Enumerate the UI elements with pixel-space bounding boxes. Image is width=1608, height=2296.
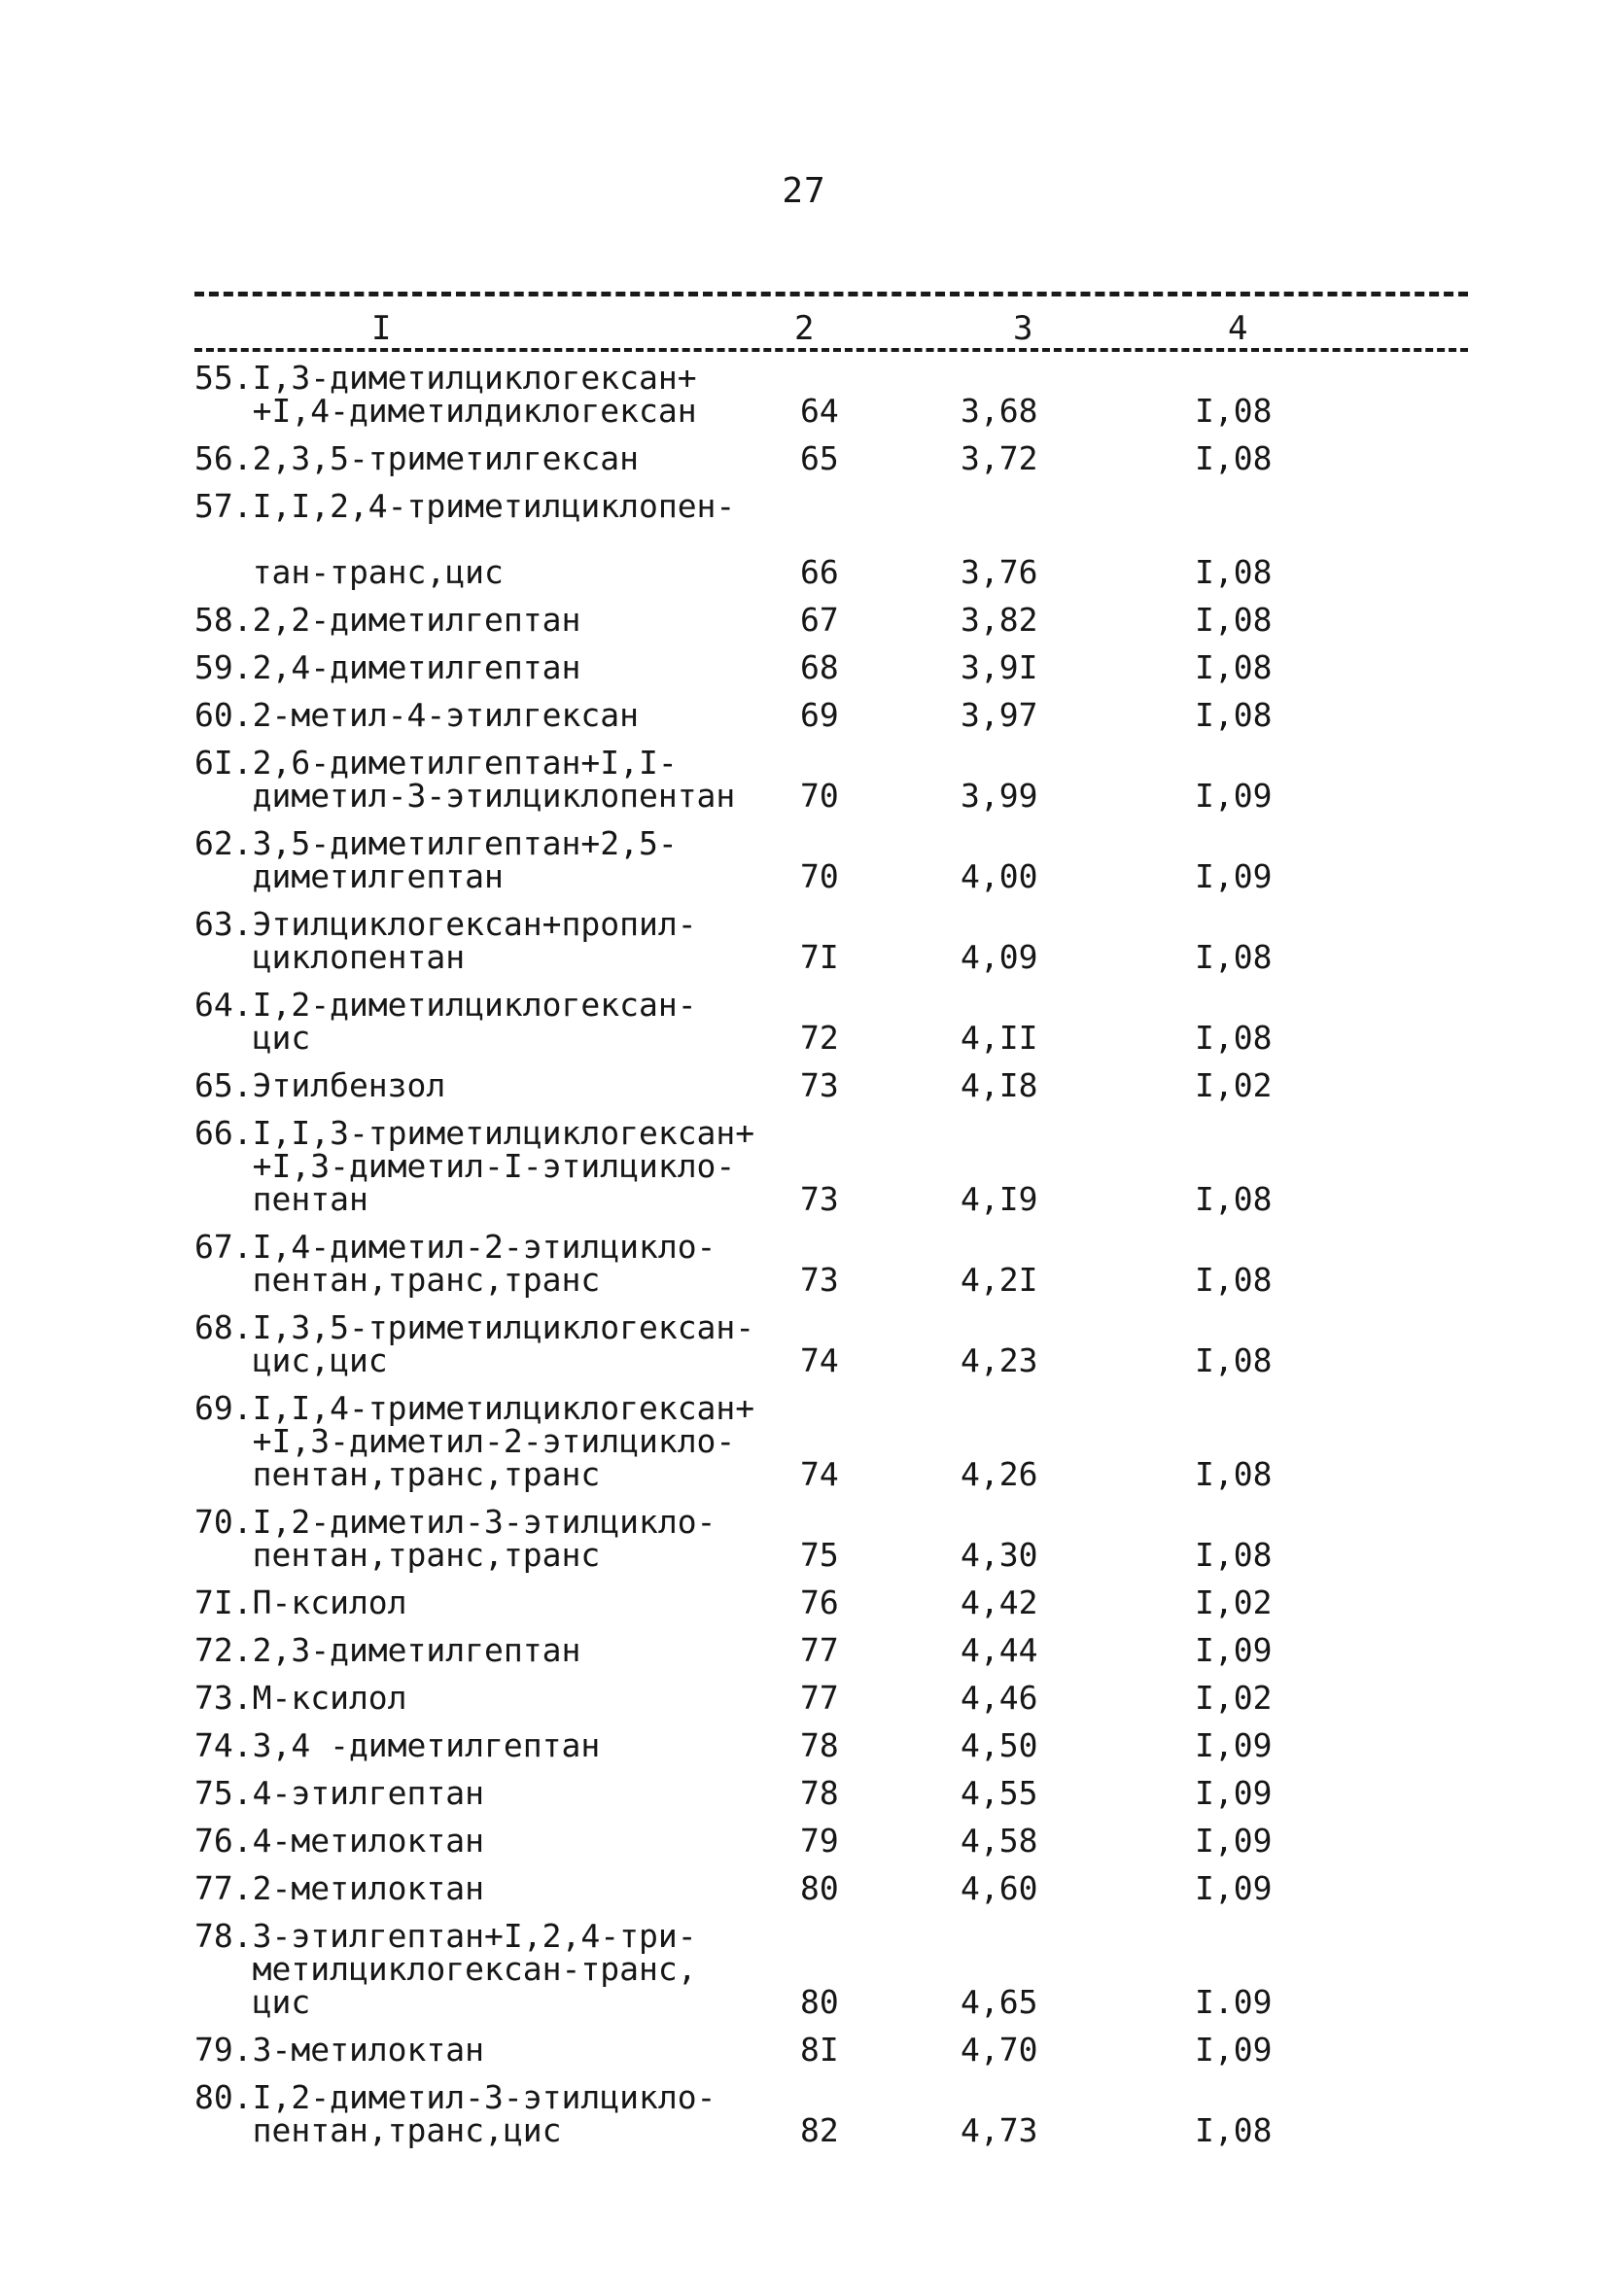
column-4-value: I,02 [1195,1583,1273,1621]
column-4-value: I,08 [1195,1455,1273,1493]
column-4-value: I,08 [1195,1536,1273,1574]
compound-name: 79.3-метилоктан [194,2031,485,2069]
column-3-value: 4,55 [961,1774,1038,1812]
table-row [194,744,1468,815]
column-4-value: I,08 [1195,553,1273,591]
table-row [194,1583,1468,1621]
table-row [194,1503,1468,1574]
compound-name: 75.4-этилгептан [194,1774,485,1812]
column-2-value: 65 [800,439,839,477]
table-row [194,1066,1468,1104]
column-2-value: 78 [800,1774,839,1812]
column-4-value: I,08 [1195,1019,1273,1057]
column-2-value: 73 [800,1261,839,1299]
column-3-value: 3,82 [961,601,1038,639]
column-3-value: 3,9I [961,648,1038,686]
column-2-value: 73 [800,1066,839,1104]
table-row [194,1822,1468,1860]
column-4-value: I,02 [1195,1679,1273,1717]
column-3-value: 4,00 [961,857,1038,895]
column-2-value: 70 [800,857,839,895]
column-3-value: 3,97 [961,696,1038,734]
table-row [194,1869,1468,1907]
table-row [194,1726,1468,1764]
column-4-value: I,08 [1195,1180,1273,1218]
column-4-value: I,09 [1195,1726,1273,1764]
table-row [194,1389,1468,1493]
table-row [194,439,1468,477]
table-row [194,1774,1468,1812]
column-2-value: 78 [800,1726,839,1764]
column-4-value: I,09 [1195,1631,1273,1669]
compound-name: 64.I,2-диметилциклогексан- цис [194,986,697,1057]
compound-name: 59.2,4-диметилгептан [194,648,581,686]
table-row [194,1679,1468,1717]
column-4-value: I,08 [1195,648,1273,686]
table-row [194,487,1468,591]
column-2-value: 74 [800,1341,839,1379]
table-row [194,648,1468,686]
compound-name: 80.I,2-диметил-3-этилцикло- пентан,транс,цис [194,2078,717,2149]
column-4-value: I,09 [1195,1869,1273,1907]
column-4-value: I,08 [1195,439,1273,477]
column-3-value: 4,46 [961,1679,1038,1717]
table-row [194,2078,1468,2149]
column-4-value: I,08 [1195,938,1273,976]
column-4-value: I,08 [1195,2111,1273,2149]
column-4-value: I,09 [1195,1822,1273,1860]
column-2-value: 7I [800,938,839,976]
compound-name: 78.3-этилгептан+I,2,4-три- метилциклогексан-транс, цис [194,1917,697,2021]
column-4-value: I,02 [1195,1066,1273,1104]
column-3-value: 4,58 [961,1822,1038,1860]
column-3-value: 4,65 [961,1983,1038,2021]
compound-name: 69.I,I,4-триметилциклогексан+ +I,3-диметил-2-этилцикло- пентан,транс,транс [194,1389,755,1493]
compound-name: 55.I,3-диметилциклогексан+ +I,4-диметилдиклогексан [194,359,697,430]
table-row [194,824,1468,895]
column-3-value: 4,60 [961,1869,1038,1907]
column-header-3: 3 [1013,309,1033,348]
column-4-value: I,08 [1195,392,1273,430]
column-2-value: 74 [800,1455,839,1493]
column-2-value: 73 [800,1180,839,1218]
column-3-value: 4,I8 [961,1066,1038,1104]
column-3-value: 4,44 [961,1631,1038,1669]
column-2-value: 80 [800,1983,839,2021]
compound-name: 77.2-метилоктан [194,1869,485,1907]
compound-name: 74.3,4 -диметилгептан [194,1726,601,1764]
column-3-value: 3,76 [961,553,1038,591]
column-4-value: I,09 [1195,1774,1273,1812]
compound-name: 68.I,3,5-триметилциклогексан- цис,цис [194,1308,755,1379]
table-row [194,2031,1468,2069]
column-header-2: 2 [794,309,815,348]
column-3-value: 4,2I [961,1261,1038,1299]
top-dashed-rule [194,292,1468,296]
column-3-value: 4,23 [961,1341,1038,1379]
column-4-value: I,08 [1195,601,1273,639]
column-4-value: I,09 [1195,777,1273,815]
column-3-value: 4,50 [961,1726,1038,1764]
table-row [194,696,1468,734]
column-4-value: I.09 [1195,1983,1273,2021]
column-4-value: I,08 [1195,1261,1273,1299]
table-body [194,359,1468,2149]
compound-name: 72.2,3-диметилгептан [194,1631,581,1669]
table-row [194,1228,1468,1299]
column-2-value: 77 [800,1679,839,1717]
column-header-1: I [371,309,392,348]
column-3-value: 4,II [961,1019,1038,1057]
column-3-value: 4,26 [961,1455,1038,1493]
column-2-value: 75 [800,1536,839,1574]
header-dashed-rule [194,348,1468,352]
table-row [194,905,1468,976]
data-table [194,309,1468,2162]
column-3-value: 4,70 [961,2031,1038,2069]
column-3-value: 4,I9 [961,1180,1038,1218]
compound-name: 56.2,3,5-триметилгексан [194,439,639,477]
column-2-value: 76 [800,1583,839,1621]
column-4-value: I,09 [1195,857,1273,895]
table-row [194,1308,1468,1379]
compound-name: 76.4-метилоктан [194,1822,485,1860]
column-2-value: 68 [800,648,839,686]
compound-name: 67.I,4-диметил-2-этилцикло- пентан,транс,транс [194,1228,717,1299]
column-3-value: 4,09 [961,938,1038,976]
compound-name: 58.2,2-диметилгептан [194,601,581,639]
compound-name: 65.Этилбензол [194,1066,446,1104]
compound-name: 73.М-ксилол [194,1679,407,1717]
column-3-value: 3,99 [961,777,1038,815]
column-2-value: 67 [800,601,839,639]
compound-name: 63.Этилциклогексан+пропил- циклопентан [194,905,697,976]
column-3-value: 4,30 [961,1536,1038,1574]
compound-name: 62.3,5-диметилгептан+2,5- диметилгептан [194,824,678,895]
table-header [194,309,1468,352]
compound-name: 6I.2,6-диметилгептан+I,I- диметил-3-этилциклопентан [194,744,736,815]
column-4-value: I,09 [1195,2031,1273,2069]
column-2-value: 70 [800,777,839,815]
column-2-value: 66 [800,553,839,591]
table-row [194,601,1468,639]
table-row [194,359,1468,430]
page-number: 27 [782,171,826,211]
table-row [194,1631,1468,1669]
compound-name: 70.I,2-диметил-3-этилцикло- пентан,транс,транс [194,1503,717,1574]
column-2-value: 72 [800,1019,839,1057]
compound-name: 60.2-метил-4-этилгексан [194,696,639,734]
table-row [194,1917,1468,2021]
column-2-value: 80 [800,1869,839,1907]
column-2-value: 64 [800,392,839,430]
column-4-value: I,08 [1195,696,1273,734]
column-2-value: 69 [800,696,839,734]
column-3-value: 4,73 [961,2111,1038,2149]
table-row [194,1114,1468,1218]
column-4-value: I,08 [1195,1341,1273,1379]
column-2-value: 82 [800,2111,839,2149]
column-3-value: 3,68 [961,392,1038,430]
column-3-value: 3,72 [961,439,1038,477]
compound-name: 7I.П-ксилол [194,1583,407,1621]
column-3-value: 4,42 [961,1583,1038,1621]
table-row [194,986,1468,1057]
column-2-value: 79 [800,1822,839,1860]
column-2-value: 8I [800,2031,839,2069]
column-2-value: 77 [800,1631,839,1669]
compound-name: 57.I,I,2,4-триметилциклопен- тан-транс,цис [194,487,736,591]
column-header-4: 4 [1228,309,1248,348]
compound-name: 66.I,I,3-триметилциклогексан+ +I,3-диметил-I-этилцикло- пентан [194,1114,755,1218]
